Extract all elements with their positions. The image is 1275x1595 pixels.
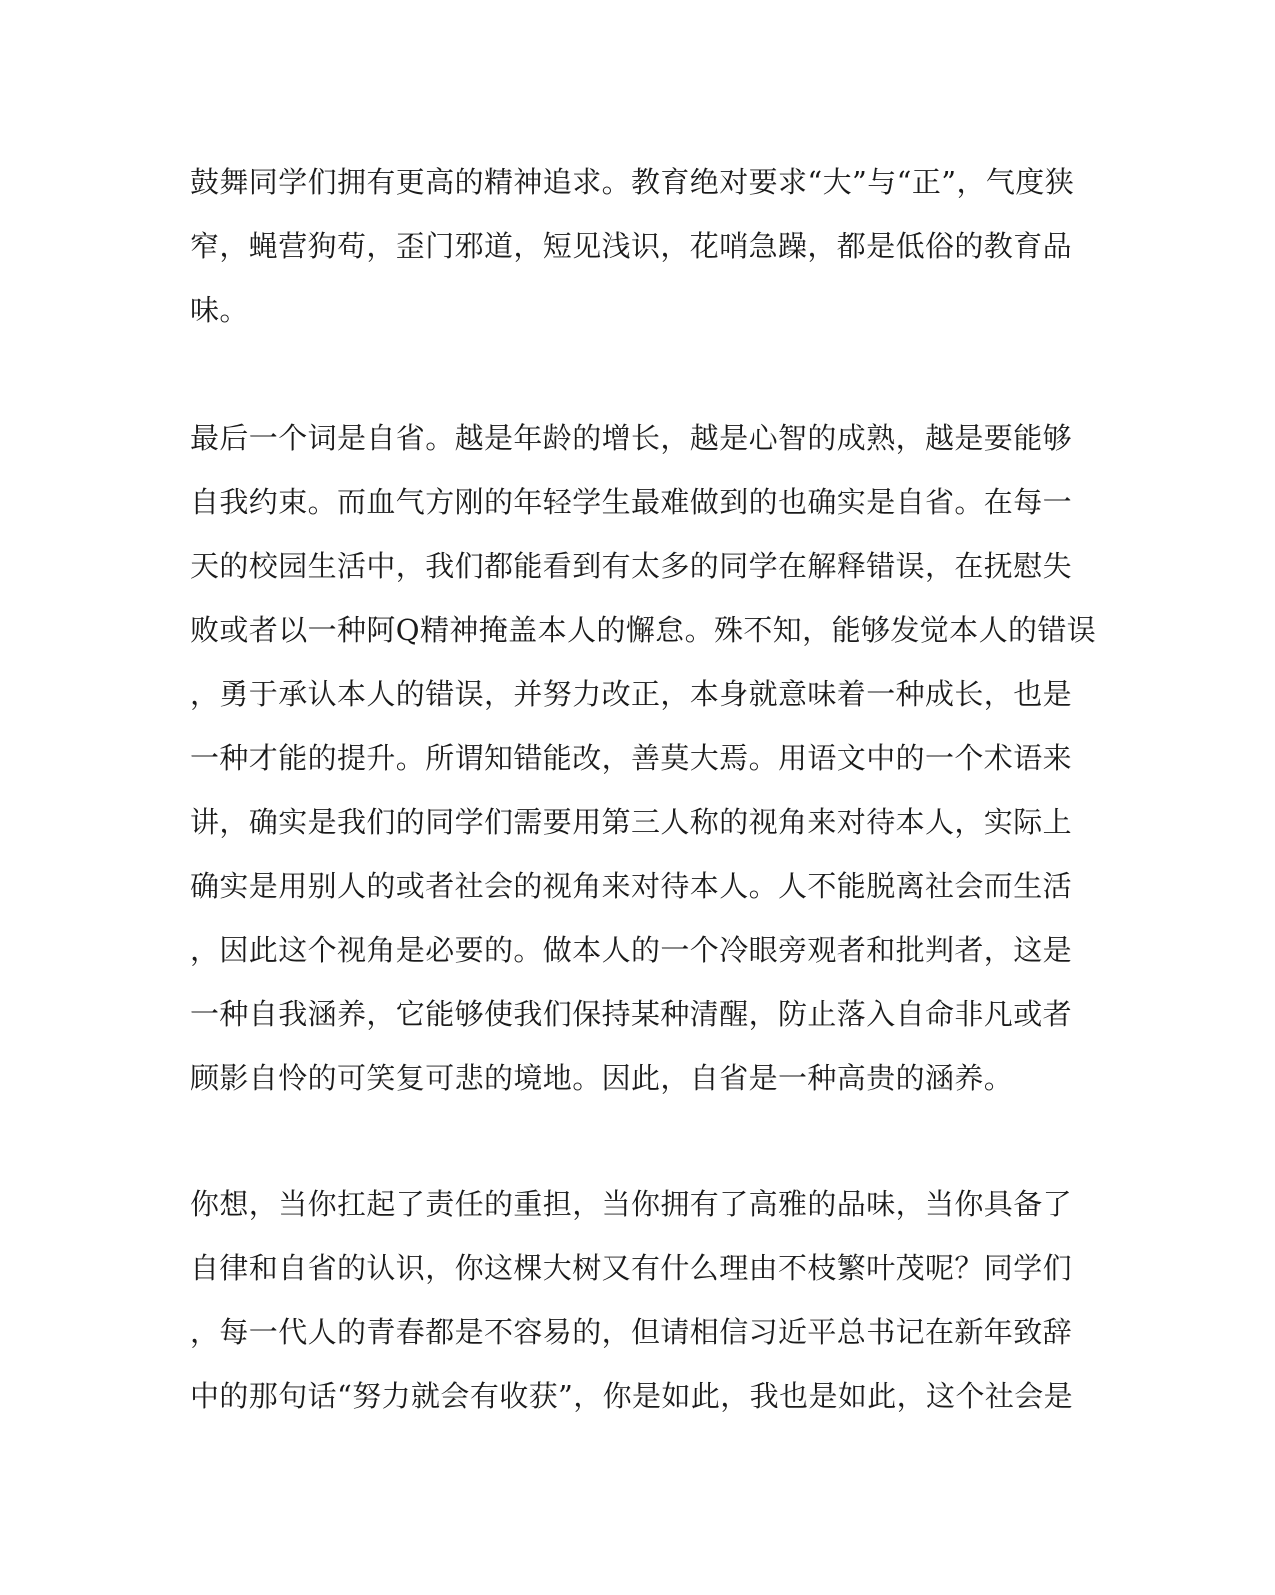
paragraph-3	[190, 1172, 1090, 1428]
paragraph-line: 自律和自省的认识，你这棵大树又有什么理由不枝繁叶茂呢？同学们	[190, 1251, 1073, 1285]
paragraph-line: 最后一个词是自省。越是年龄的增长，越是心智的成熟，越是要能够	[190, 421, 1073, 455]
paragraph-line: 中的那句话“努力就会有收获”，你是如此，我也是如此，这个社会是	[190, 1379, 1074, 1413]
paragraph-line: 顾影自怜的可笑复可悲的境地。因此，自省是一种高贵的涵养。	[190, 1061, 1014, 1095]
paragraph-line: 败或者以一种阿Q精神掩盖本人的懈怠。殊不知，能够发觉本人的错误	[190, 613, 1097, 647]
paragraph-line: 确实是用别人的或者社会的视角来对待本人。人不能脱离社会而生活	[190, 869, 1073, 903]
paragraph-line: ，因此这个视角是必要的。做本人的一个冷眼旁观者和批判者，这是	[190, 933, 1073, 967]
paragraph-line: 一种才能的提升。所谓知错能改，善莫大焉。用语文中的一个术语来	[190, 741, 1073, 775]
paragraph-line: 天的校园生活中，我们都能看到有太多的同学在解释错误，在抚慰失	[190, 549, 1073, 583]
paragraph-line: 鼓舞同学们拥有更高的精神追求。教育绝对要求“大”与“正”，气度狭	[190, 165, 1075, 199]
paragraph-line: 窄，蝇营狗苟，歪门邪道，短见浅识，花哨急躁，都是低俗的教育品	[190, 229, 1073, 263]
paragraph-1	[190, 150, 1090, 342]
paragraph-line: ，勇于承认本人的错误，并努力改正，本身就意味着一种成长，也是	[190, 677, 1073, 711]
paragraph-line: 你想，当你扛起了责任的重担，当你拥有了高雅的品味，当你具备了	[190, 1187, 1073, 1221]
paragraph-2	[190, 406, 1097, 1110]
paragraph-line: 自我约束。而血气方刚的年轻学生最难做到的也确实是自省。在每一	[190, 485, 1073, 519]
paragraph-line: 讲，确实是我们的同学们需要用第三人称的视角来对待本人，实际上	[190, 805, 1073, 839]
paragraph-line: 一种自我涵养，它能够使我们保持某种清醒，防止落入自命非凡或者	[190, 997, 1073, 1031]
paragraph-line: 味。	[190, 293, 249, 327]
paragraph-line: ，每一代人的青春都是不容易的，但请相信习近平总书记在新年致辞	[190, 1315, 1073, 1349]
